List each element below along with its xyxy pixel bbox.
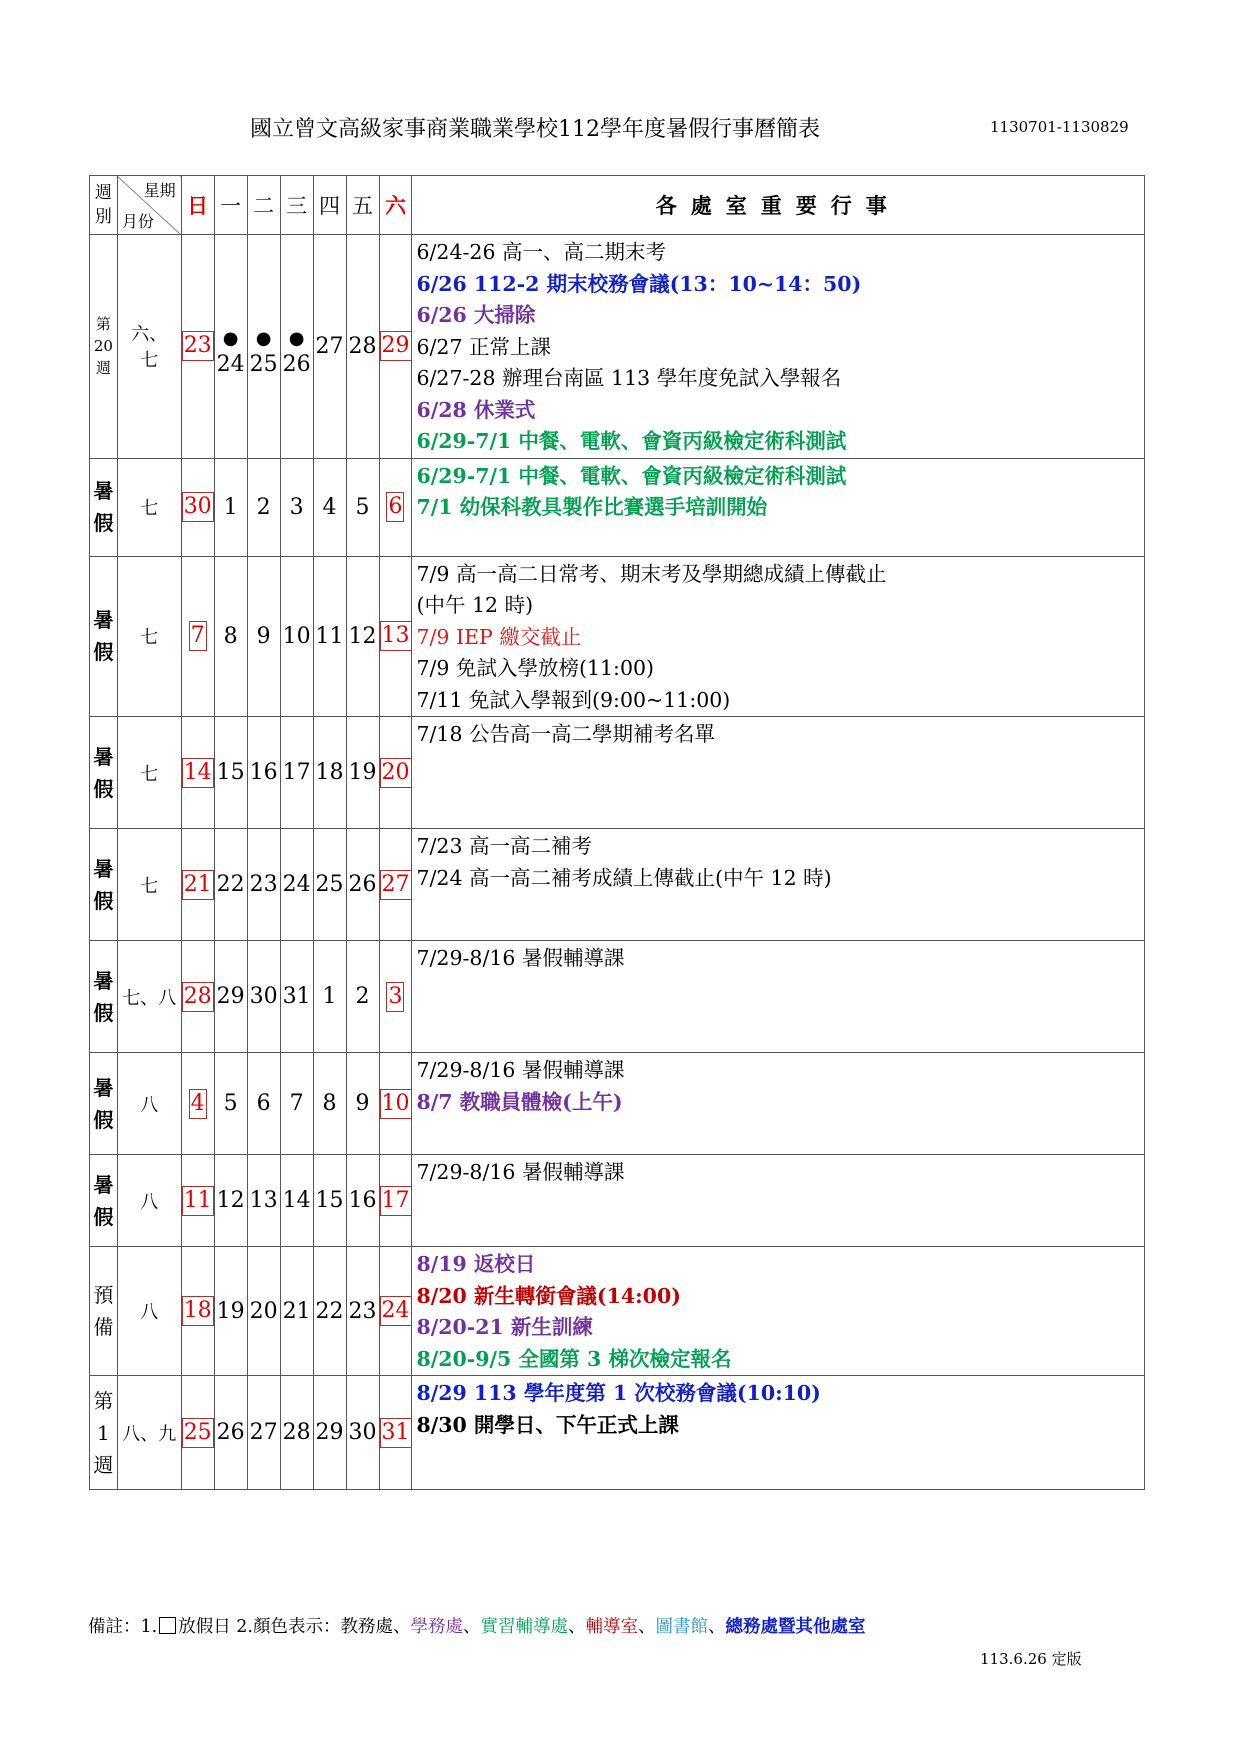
day-cell — [247, 235, 280, 459]
event-item: 7/9 IEP 繳交截止 — [416, 624, 582, 649]
day-cell — [247, 717, 280, 829]
day-number: 12 — [216, 1188, 245, 1213]
day-cell — [214, 717, 247, 829]
week-cell: 暑假 — [90, 941, 118, 1053]
day-number: 27 — [380, 870, 412, 900]
holiday-box-icon — [159, 1617, 176, 1634]
day-number: 30 — [348, 1420, 377, 1445]
week-cell: 暑假 — [90, 556, 118, 717]
holiday-day-cell — [181, 941, 214, 1053]
day-cell — [313, 458, 346, 556]
day-cell — [280, 556, 313, 717]
day-number: 21 — [282, 1298, 311, 1324]
day-number: 2 — [355, 984, 370, 1009]
day-number: 11 — [315, 623, 344, 649]
holiday-day-cell — [181, 1053, 214, 1155]
day-cell — [346, 1376, 379, 1490]
month-cell: 八、九 — [117, 1376, 181, 1490]
day-number: 18 — [315, 760, 344, 785]
month-cell: 七 — [117, 458, 181, 556]
events-cell — [412, 717, 1145, 829]
day-number: 23 — [249, 872, 278, 897]
day-cell — [346, 717, 379, 829]
day-number: 24 — [216, 351, 245, 377]
event-item: 6/26 112-2 期末校務會議(13：10~14：50) — [416, 271, 862, 296]
event-item: 6/27-28 辦理台南區 113 學年度免試入學報名 — [416, 366, 842, 390]
day-cell — [313, 829, 346, 941]
day-number: 22 — [315, 1298, 344, 1324]
event-item: 8/20-21 新生訓練 — [416, 1315, 593, 1339]
calendar-row — [90, 1376, 1145, 1490]
day-number: 8 — [322, 1091, 337, 1116]
legend-color-item: 教務處 — [340, 1617, 393, 1637]
day-number: 28 — [282, 1420, 311, 1445]
legend-separator: 、 — [392, 1617, 411, 1637]
calendar-row — [90, 235, 1145, 459]
day-cell — [247, 1247, 280, 1376]
day-number: 24 — [380, 1296, 412, 1326]
day-cell — [313, 1376, 346, 1490]
weekday-label: 星期 — [143, 181, 176, 200]
event-dot-icon: ● — [288, 327, 305, 349]
week-cell: 暑假 — [90, 829, 118, 941]
day-header-mon: 一 — [214, 176, 247, 235]
day-number: 10 — [282, 623, 311, 649]
day-cell — [214, 1247, 247, 1376]
holiday-day-cell — [379, 829, 412, 941]
events-cell — [412, 829, 1145, 941]
day-number: 29 — [380, 331, 412, 361]
month-cell: 七 — [117, 717, 181, 829]
day-number: 14 — [282, 1188, 311, 1213]
events-cell — [412, 1247, 1145, 1376]
day-number: 16 — [348, 1188, 377, 1213]
holiday-day-cell — [379, 1053, 412, 1155]
day-cell — [346, 1247, 379, 1376]
day-number: 13 — [249, 1188, 278, 1213]
events-cell — [412, 235, 1145, 459]
holiday-day-cell — [181, 556, 214, 717]
day-number: 15 — [315, 1188, 344, 1213]
day-number: 21 — [182, 870, 214, 900]
calendar-row — [90, 1053, 1145, 1155]
day-number: 27 — [315, 333, 344, 359]
day-number: 3 — [289, 494, 304, 520]
legend-holiday: 放假日 — [178, 1617, 231, 1637]
event-item: 8/20 新生轉銜會議(14:00) — [416, 1283, 681, 1308]
day-cell — [247, 941, 280, 1053]
day-cell — [313, 556, 346, 717]
event-item: 7/18 公告高一高二學期補考名單 — [416, 722, 716, 746]
legend-separator: 、 — [567, 1617, 586, 1637]
header-row — [90, 176, 1145, 235]
day-header-tue: 二 — [247, 176, 280, 235]
day-number: 20 — [380, 758, 412, 788]
legend-color-item: 實習輔導處 — [480, 1617, 568, 1637]
day-cell — [346, 458, 379, 556]
day-cell — [313, 1155, 346, 1247]
week-cell: 預備 — [90, 1247, 118, 1376]
legend-separator: 、 — [637, 1617, 656, 1637]
day-number: 5 — [355, 494, 370, 520]
day-number: 20 — [249, 1298, 278, 1324]
day-number: 16 — [249, 760, 278, 785]
day-cell — [214, 235, 247, 459]
event-dot-icon: ● — [222, 327, 239, 349]
holiday-day-cell — [181, 1376, 214, 1490]
event-item: 6/29-7/1 中餐、電軟、會資丙級檢定術科測試 — [416, 463, 847, 488]
day-number: 1 — [223, 494, 238, 520]
day-number: 12 — [348, 623, 377, 649]
day-number: 17 — [282, 760, 311, 785]
week-cell: 暑假 — [90, 1155, 118, 1247]
events-cell — [412, 1376, 1145, 1490]
event-item: 7/11 免試入學報到(9:00~11:00) — [416, 687, 731, 712]
event-item: 7/23 高一高二補考 — [416, 834, 593, 858]
calendar-body — [90, 235, 1145, 1490]
day-number: 31 — [282, 984, 311, 1009]
holiday-day-cell — [181, 717, 214, 829]
event-dot-icon: ● — [255, 327, 272, 349]
day-number: 1 — [322, 984, 337, 1009]
day-number: 9 — [355, 1091, 370, 1116]
day-number: 13 — [380, 621, 412, 651]
day-cell — [346, 941, 379, 1053]
event-item: 8/30 開學日、下午正式上課 — [416, 1412, 679, 1437]
legend-note — [88, 1613, 865, 1638]
day-number: 25 — [182, 1418, 214, 1448]
day-number: 19 — [348, 760, 377, 785]
day-number: 29 — [315, 1420, 344, 1445]
event-item: 7/29-8/16 暑假輔導課 — [416, 1160, 625, 1184]
event-item: 7/9 高一高二日常考、期末考及學期總成績上傳截止 — [416, 561, 887, 586]
day-number: 14 — [182, 758, 214, 788]
day-cell — [346, 1053, 379, 1155]
holiday-day-cell — [379, 235, 412, 459]
event-item: 7/29-8/16 暑假輔導課 — [416, 1058, 625, 1082]
day-number: 26 — [282, 351, 311, 377]
day-cell — [214, 1053, 247, 1155]
events-header: 各處室重要行事 — [412, 176, 1145, 235]
holiday-day-cell — [379, 941, 412, 1053]
event-item: 7/1 幼保科教具製作比賽選手培訓開始 — [416, 495, 768, 519]
legend-prefix: 備註：1. — [88, 1617, 158, 1637]
day-number: 11 — [182, 1186, 214, 1216]
day-number: 23 — [182, 331, 214, 361]
day-header-sat: 六 — [379, 176, 412, 235]
day-number: 27 — [249, 1420, 278, 1445]
day-cell — [280, 1053, 313, 1155]
event-item: 8/20-9/5 全國第 3 梯次檢定報名 — [416, 1346, 732, 1371]
day-number: 31 — [380, 1418, 412, 1448]
events-cell — [412, 1053, 1145, 1155]
day-number: 6 — [386, 492, 404, 522]
holiday-day-cell — [379, 1155, 412, 1247]
holiday-day-cell — [181, 235, 214, 459]
calendar-row — [90, 458, 1145, 556]
day-number: 15 — [216, 760, 245, 785]
event-item: 8/19 返校日 — [416, 1252, 536, 1276]
day-number: 10 — [380, 1089, 412, 1119]
day-cell — [313, 717, 346, 829]
legend-items — [340, 1617, 865, 1637]
weekday-month-header — [117, 176, 181, 235]
day-number: 26 — [348, 872, 377, 897]
day-header-wed: 三 — [280, 176, 313, 235]
month-label: 月份 — [121, 212, 154, 231]
day-number: 3 — [386, 982, 404, 1012]
events-cell — [412, 556, 1145, 717]
event-item: 6/27 正常上課 — [416, 334, 552, 359]
month-cell: 七 — [117, 556, 181, 717]
event-item: 6/24-26 高一、高二期末考 — [416, 240, 667, 264]
calendar-row — [90, 829, 1145, 941]
day-number: 19 — [216, 1298, 245, 1324]
event-item: (中午 12 時) — [416, 593, 534, 617]
day-cell — [280, 1247, 313, 1376]
day-cell — [247, 1053, 280, 1155]
event-item: 6/29-7/1 中餐、電軟、會資丙級檢定術科測試 — [416, 429, 847, 453]
day-number: 28 — [348, 333, 377, 359]
calendar-row — [90, 1155, 1145, 1247]
day-cell — [313, 1053, 346, 1155]
day-number: 18 — [182, 1296, 214, 1326]
legend-color-item: 輔導室 — [585, 1617, 638, 1637]
holiday-day-cell — [181, 829, 214, 941]
month-cell: 六、七 — [117, 235, 181, 459]
day-number: 2 — [256, 494, 271, 520]
week-cell: 第20週 — [90, 235, 118, 459]
holiday-day-cell — [379, 717, 412, 829]
day-cell — [280, 458, 313, 556]
day-cell — [247, 1376, 280, 1490]
day-cell — [346, 235, 379, 459]
holiday-day-cell — [181, 1155, 214, 1247]
day-number: 9 — [256, 623, 271, 649]
day-cell — [214, 1376, 247, 1490]
day-cell — [214, 458, 247, 556]
day-cell — [346, 556, 379, 717]
day-number: 29 — [216, 984, 245, 1009]
day-cell — [280, 829, 313, 941]
legend-color-item: 圖書館 — [655, 1617, 708, 1637]
day-cell — [280, 235, 313, 459]
day-number: 8 — [223, 623, 238, 649]
event-item: 7/24 高一高二補考成績上傳截止(中午 12 時) — [416, 865, 832, 890]
day-number: 25 — [249, 351, 278, 377]
month-cell: 八 — [117, 1247, 181, 1376]
day-cell — [280, 717, 313, 829]
calendar-row — [90, 717, 1145, 829]
day-number: 5 — [223, 1091, 238, 1116]
day-number: 7 — [289, 1091, 304, 1116]
legend-color-item: 總務處暨其他處室 — [725, 1617, 866, 1637]
week-cell: 暑假 — [90, 1053, 118, 1155]
day-number: 17 — [380, 1186, 412, 1216]
events-cell — [412, 458, 1145, 556]
day-number: 24 — [282, 872, 311, 897]
day-cell — [346, 829, 379, 941]
calendar-row — [90, 1247, 1145, 1376]
holiday-day-cell — [379, 458, 412, 556]
page-title: 國立曾文高級家事商業職業學校112學年度暑假行事曆簡表 — [250, 117, 820, 142]
calendar-table — [89, 175, 1145, 1490]
event-item: 7/9 免試入學放榜(11:00) — [416, 656, 655, 680]
day-cell — [247, 556, 280, 717]
calendar-row — [90, 556, 1145, 717]
day-cell — [247, 829, 280, 941]
month-cell: 七、八 — [117, 941, 181, 1053]
legend-colors-intro: 2.顏色表示： — [230, 1617, 341, 1637]
legend-color-item: 學務處 — [410, 1617, 463, 1637]
week-header: 週別 — [90, 176, 118, 235]
day-number: 23 — [348, 1298, 377, 1324]
day-cell — [313, 235, 346, 459]
holiday-day-cell — [379, 1376, 412, 1490]
day-cell — [346, 1155, 379, 1247]
day-cell — [313, 941, 346, 1053]
day-header-sun: 日 — [181, 176, 214, 235]
day-cell — [214, 829, 247, 941]
holiday-day-cell — [379, 1247, 412, 1376]
event-item: 6/28 休業式 — [416, 397, 536, 422]
day-number: 22 — [216, 872, 245, 897]
day-cell — [280, 1376, 313, 1490]
day-number: 30 — [182, 492, 214, 522]
day-header-fri: 五 — [346, 176, 379, 235]
day-number: 7 — [189, 621, 207, 651]
week-cell: 暑假 — [90, 717, 118, 829]
month-cell: 八 — [117, 1053, 181, 1155]
events-cell — [412, 1155, 1145, 1247]
day-cell — [247, 1155, 280, 1247]
legend-separator: 、 — [462, 1617, 481, 1637]
day-cell — [214, 1155, 247, 1247]
day-cell — [214, 941, 247, 1053]
day-cell — [280, 941, 313, 1053]
day-cell — [280, 1155, 313, 1247]
week-cell: 第1週 — [90, 1376, 118, 1490]
day-cell — [313, 1247, 346, 1376]
day-header-thu: 四 — [313, 176, 346, 235]
events-cell — [412, 941, 1145, 1053]
event-item: 7/29-8/16 暑假輔導課 — [416, 946, 625, 970]
event-item: 8/29 113 學年度第 1 次校務會議(10:10) — [416, 1381, 821, 1405]
month-cell: 七 — [117, 829, 181, 941]
day-number: 4 — [322, 494, 337, 520]
day-number: 30 — [249, 984, 278, 1009]
holiday-day-cell — [379, 556, 412, 717]
calendar-row — [90, 941, 1145, 1053]
event-item: 6/26 大掃除 — [416, 303, 536, 327]
week-cell: 暑假 — [90, 458, 118, 556]
version-text: 113.6.26 定版 — [980, 1650, 1082, 1668]
day-cell — [214, 556, 247, 717]
date-range-code: 1130701-1130829 — [990, 118, 1129, 136]
holiday-day-cell — [181, 1247, 214, 1376]
holiday-day-cell — [181, 458, 214, 556]
event-item: 8/7 教職員體檢(上午) — [416, 1089, 623, 1114]
day-number: 4 — [189, 1089, 207, 1119]
day-number: 6 — [256, 1091, 271, 1116]
day-number: 28 — [182, 982, 214, 1012]
legend-separator: 、 — [707, 1617, 726, 1637]
day-number: 26 — [216, 1420, 245, 1445]
day-number: 25 — [315, 872, 344, 897]
month-cell: 八 — [117, 1155, 181, 1247]
day-cell — [247, 458, 280, 556]
